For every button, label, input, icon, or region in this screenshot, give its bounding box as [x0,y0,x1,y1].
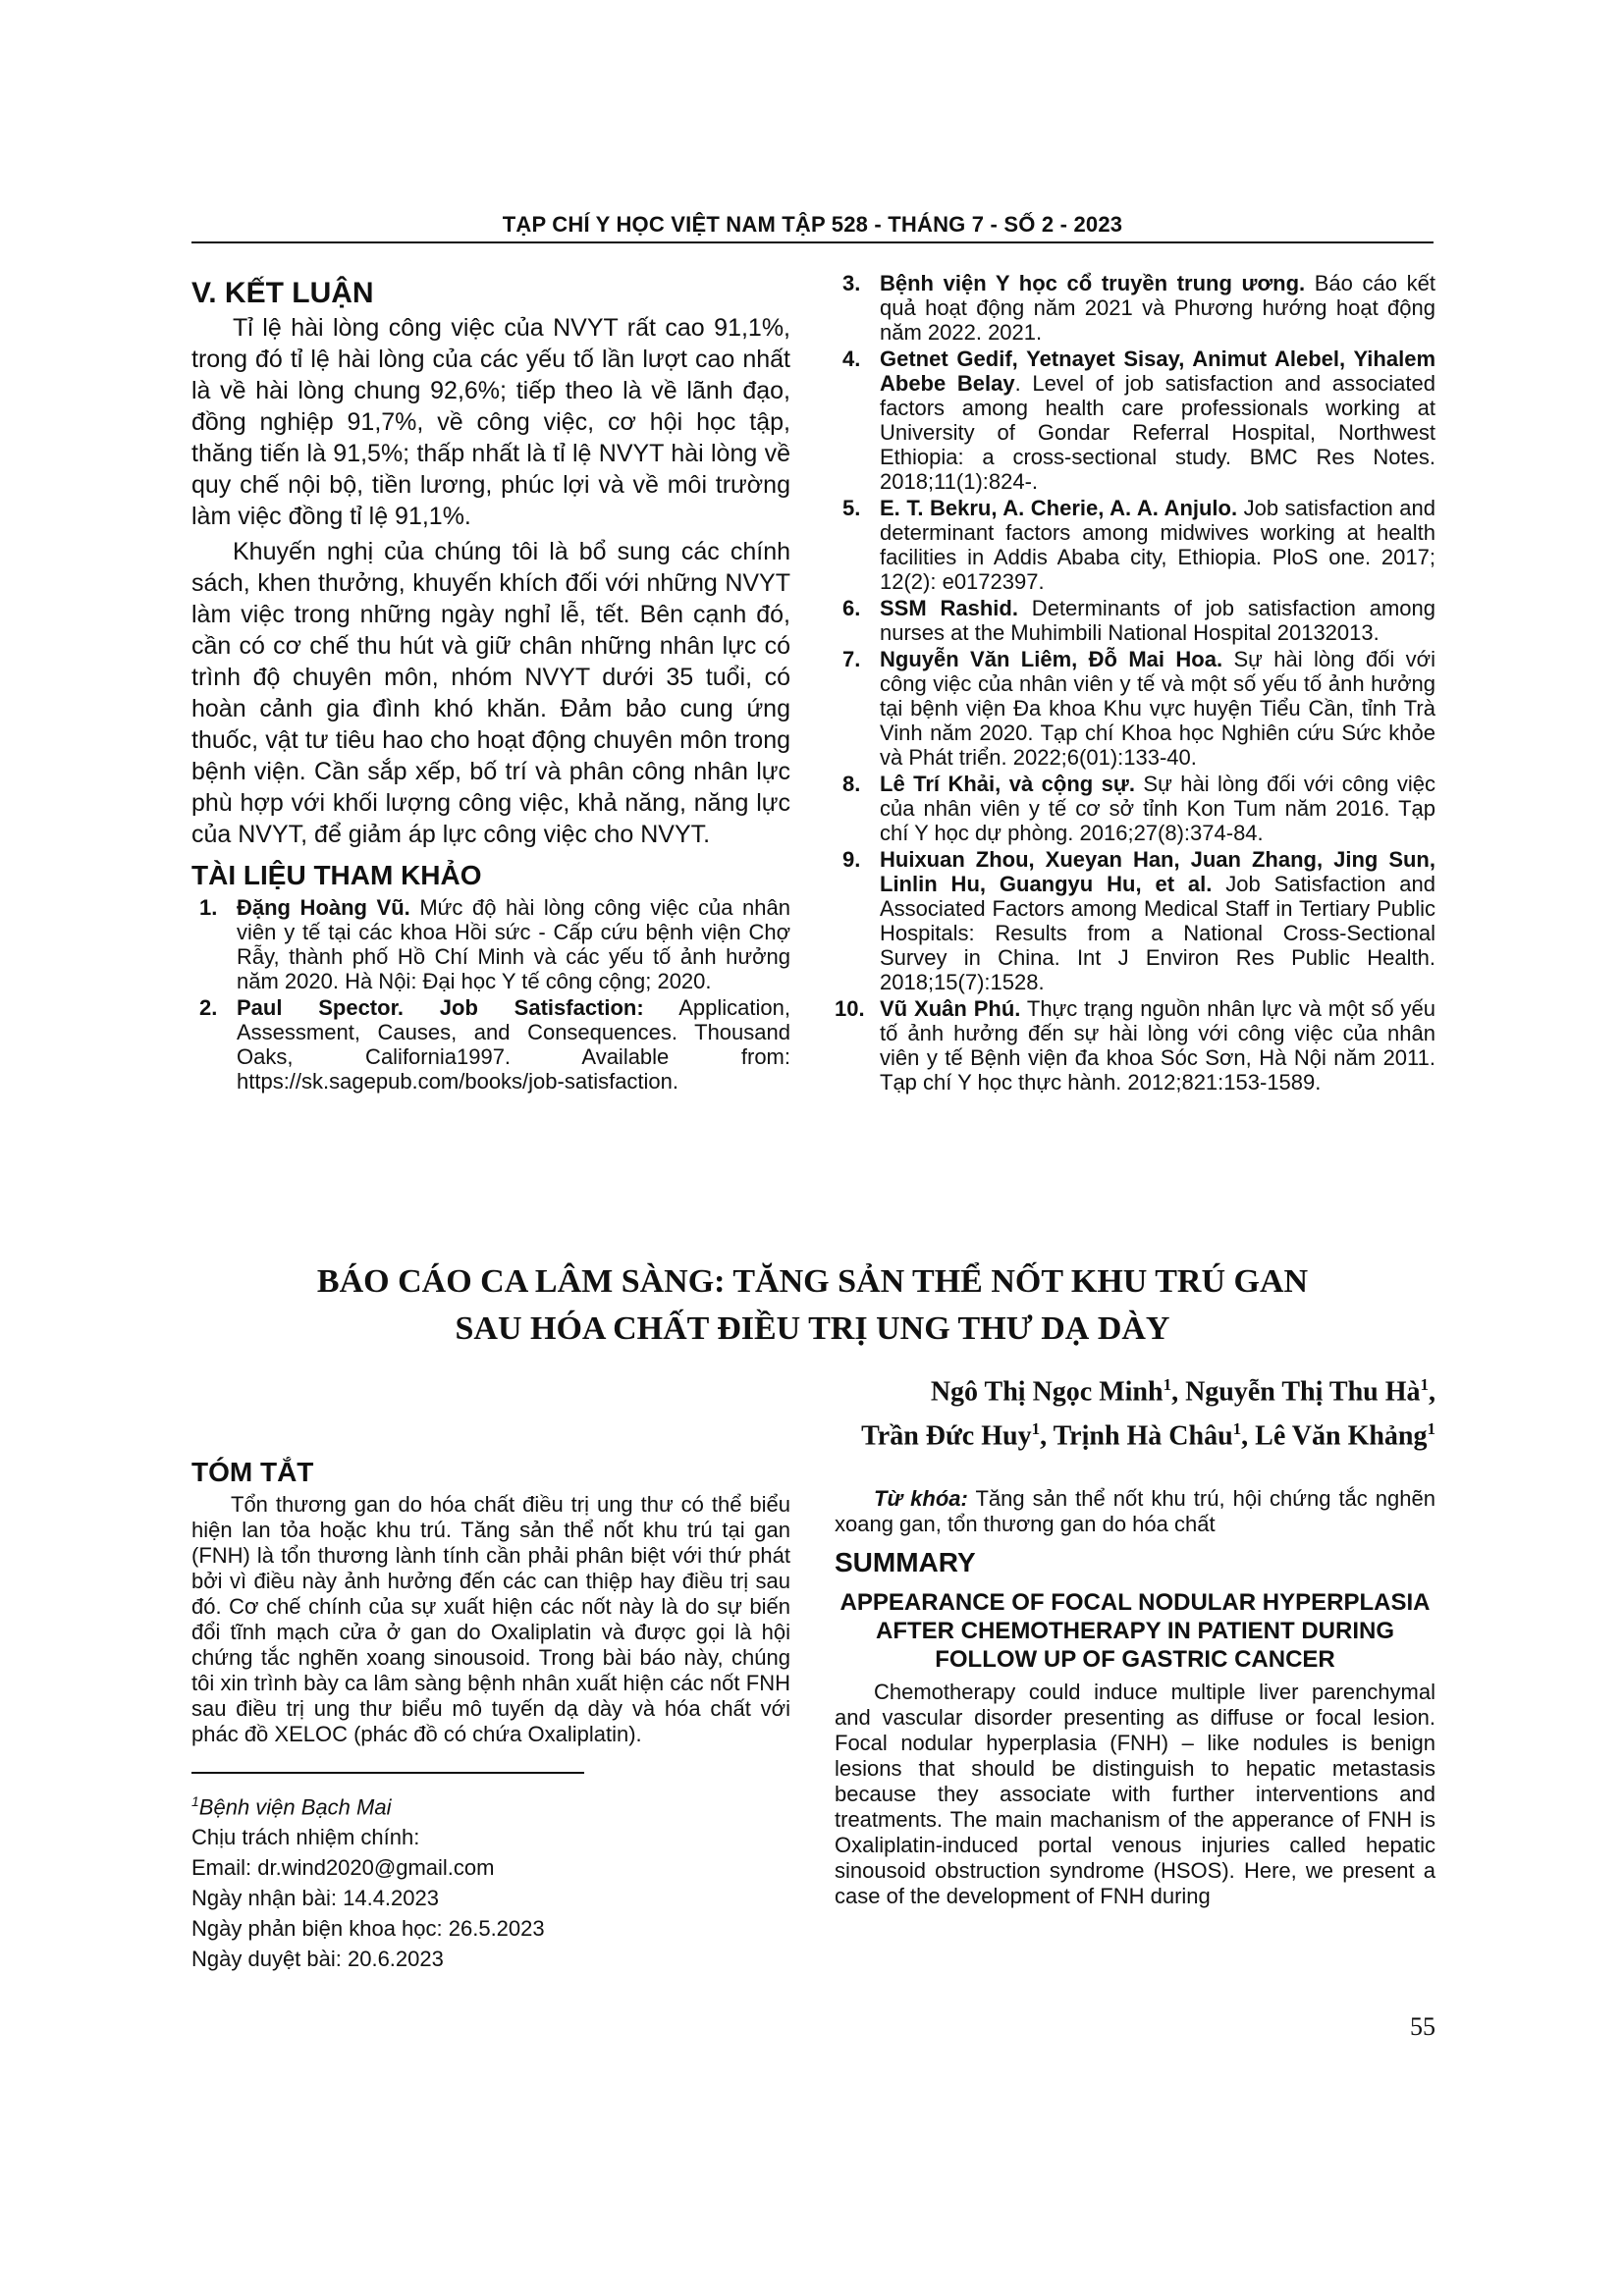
reference-author: E. T. Bekru, A. Cherie, A. A. Anjulo. [880,496,1238,520]
reference-text: Sự hài lòng đối với công việc của nhân viên y tế cơ sở tỉnh Kon Tum năm 2016. Tạp chí Y học dự phòng. 2016;27(8):374-84. [880,772,1435,845]
author-separator: , [1040,1420,1054,1452]
author-affiliation-mark: 1 [1232,1419,1242,1439]
footnote-received: Ngày nhận bài: 14.4.2023 [191,1886,439,1911]
author-affiliation-mark: 1 [1163,1375,1172,1394]
summary-column [835,1453,1435,1909]
reference-number: 2. [199,995,218,1020]
footnote-accepted: Ngày duyệt bài: 20.6.2023 [191,1947,444,1972]
reference-text: Determinants of job satisfaction among nurses at the Muhimbili National Hospital 20132013. [880,596,1435,645]
reference-text: Job Satisfaction and Associated Factors among Medical Staff in Tertiary Public Hospitals: Results from a National Cross-Sectional Survey in China. Int J Environ Res Public Health. 2018;15(7):1528. [880,872,1435,994]
reference-number: 6. [842,596,861,620]
reference-number: 9. [842,847,861,872]
abstract-vi-text: Tổn thương gan do hóa chất điều trị ung thư có thể biểu hiện lan tỏa hoặc khu trú. Tăng sản thể nốt khu trú tại gan (FNH) là tổn thương lành tính cần phải phân biệt với thứ phát bởi vì điều này ảnh hưởng đến các can thiệp hay điều trị sau đó. Cơ chế chính của sự xuất hiện các nốt này là do sự biến đổi tĩnh mạch cửa ở gan do Oxaliplatin và được gọi là hội chứng tắc nghẽn xoang sinousoid. Trong bài báo này, chúng tôi xin trình bày ca lâm sàng bệnh nhân xuất hiện các nốt FNH sau điều trị ung thư biểu mô tuyến dạ dày và hóa chất với phác đồ XELOC (phác đồ có chứa Oxaliplatin). [191,1492,790,1746]
reference-item-7 [835,647,1435,770]
keywords-label: Từ khóa: [874,1486,968,1511]
footnote-responsible: Chịu trách nhiệm chính: [191,1825,420,1850]
reference-number: 3. [842,271,861,295]
authors-line-2 [552,1411,1435,1455]
header-rule [191,241,1434,243]
reference-author: Vũ Xuân Phú. [880,996,1021,1021]
reference-item-5 [835,496,1435,594]
running-header: TẠP CHÍ Y HỌC VIỆT NAM TẬP 528 - THÁNG 7 - SỐ 2 - 2023 [502,212,1123,237]
references-heading: TÀI LIỆU THAM KHẢO [191,860,482,890]
footnote-affiliation [191,1787,790,1822]
abstract-vi-heading: TÓM TẮT [191,1457,314,1487]
reference-item-6 [835,596,1435,645]
reference-item-2 [191,995,790,1094]
article-title-line-1: BÁO CÁO CA LÂM SÀNG: TĂNG SẢN THỂ NỐT KHU TRÚ GAN [316,1263,1309,1300]
summary-title: APPEARANCE OF FOCAL NODULAR HYPERPLASIA AFTER CHEMOTHERAPY IN PATIENT DURING FOLLOW UP OF GASTRIC CANCER [839,1589,1431,1673]
author-name: Nguyễn Thị Thu Hà [1185,1376,1421,1408]
right-column-top [835,271,1435,1096]
left-column-top [191,277,790,1095]
reference-author: Bệnh viện Y học cổ truyền trung ương. [880,271,1306,295]
reference-item-10 [835,996,1435,1095]
footnotes [191,1787,790,1974]
author-name: Lê Văn Khảng [1255,1420,1428,1452]
reference-author: Đặng Hoàng Vũ. [237,895,410,920]
summary-text: Chemotherapy could induce multiple liver parenchymal and vascular disorder presenting as diffuse or focal lesion. Focal nodular hyperplasia (FNH) – like nodules is benign lesions that should be distinguish to hepatic metastasis because they associate with further interventions and treatments. The main machanism of the apperance of FNH is Oxaliplatin-induced portal venous injuries called hepatic sinousoid obstruction syndrome (HSOS). Here, we present a case of the development of FNH during [835,1680,1435,1908]
author-name: Trịnh Hà Châu [1053,1420,1233,1452]
reference-author: Paul Spector. Job Satisfaction: [237,995,644,1020]
reference-number: 7. [842,647,861,671]
author-affiliation-mark: 1 [1031,1419,1041,1439]
footnote-reviewed: Ngày phản biện khoa học: 26.5.2023 [191,1916,545,1942]
author-separator: , [1429,1376,1435,1408]
reference-item-1 [191,895,790,993]
reference-author: Lê Trí Khải, và cộng sự. [880,772,1135,796]
affiliation-mark: 1 [191,1793,199,1809]
author-separator: , [1241,1420,1256,1452]
reference-text: Sự hài lòng đối với công việc của nhân viên y tế và một số yếu tố ảnh hưởng tại bệnh viện Đa khoa Khu vực huyện Tiểu Cần, tỉnh Trà Vinh năm 2020. Tạp chí Khoa học Nghiên cứu Sức khỏe và Phát triển. 2022;6(01):133-40. [880,647,1435,770]
reference-item-9 [835,847,1435,994]
authors-line-1 [552,1366,1435,1411]
footnote-email: Email: dr.wind2020@gmail.com [191,1855,495,1881]
author-affiliation-mark: 1 [1420,1375,1429,1394]
reference-text: . Level of job satisfaction and associated factors among health care professionals working at University of Gondar Referral Hospital, Northwest Ethiopia: a cross-sectional study. BMC Res Notes. 2018;11(1):824-. [880,371,1435,494]
footnote-rule [191,1772,584,1774]
conclusion-paragraph-1: Tỉ lệ hài lòng công việc của NVYT rất cao 91,1%, trong đó tỉ lệ hài lòng của các yếu tố lần lượt cao nhất là về hài lòng chung 92,6%; tiếp theo là về lãnh đạo, đồng nghiệp 91,7%, về công việc, cơ hội học tập, thăng tiến là 91,5%; thấp nhất là tỉ lệ NVYT hài lòng về quy chế nội bộ, tiền lương, phúc lợi và về môi trường làm việc đồng tỉ lệ 91,1%. [191,314,790,530]
reference-author: SSM Rashid. [880,596,1018,620]
abstract-vi [191,1457,790,1747]
affiliation-name: Bệnh viện Bạch Mai [198,1794,392,1820]
summary-heading: SUMMARY [835,1547,976,1577]
reference-text: Mức độ hài lòng công việc của nhân viên y tế tại các khoa Hồi sức - Cấp cứu bệnh viện Chợ Rẫy, thành phố Hồ Chí Minh và các yếu tố ảnh hưởng năm 2020. Hà Nội: Đại học Y tế công cộng; 2020. [237,895,791,993]
article-title-line-2: SAU HÓA CHẤT ĐIỀU TRỊ UNG THƯ DẠ DÀY [455,1310,1170,1347]
reference-number: 1. [199,895,218,920]
author-name: Ngô Thị Ngọc Minh [930,1376,1164,1408]
conclusion-paragraph-2: Khuyến nghị của chúng tôi là bổ sung các chính sách, khen thưởng, khuyến khích đối với những NVYT làm việc trong những ngày nghỉ lễ, tết. Bên cạnh đó, cần có cơ chế thu hút và giữ chân những nhân lực có trình độ chuyên môn, nhóm NVYT dưới 35 tuổi, có hoàn cảnh gia đình khó khăn. Đảm bảo cung ứng thuốc, vật tư tiêu hao cho hoạt động chuyên môn trong bệnh viện. Cần sắp xếp, bố trí và phân công nhân lực phù hợp với khối lượng công việc, khả năng, năng lực của NVYT, để giảm áp lực công việc cho NVYT. [191,538,790,848]
reference-author: Getnet Gedif, Yetnayet Sisay, Animut Alebel, Yihalem Abebe Belay [880,347,1435,396]
reference-text: Application, Assessment, Causes, and Consequences. Thousand Oaks, California1997. Available from: https://sk.sagepub.com/books/job-satisfaction. [237,995,790,1094]
reference-text: Báo cáo kết quả hoạt động năm 2021 và Phương hướng hoạt động năm 2022. 2021. [880,271,1435,345]
reference-number: 10. [835,996,865,1021]
reference-author: Huixuan Zhou, Xueyan Han, Juan Zhang, Jing Sun, Linlin Hu, Guangyu Hu, et al. [880,847,1435,896]
reference-item-4 [835,347,1435,494]
keywords-line [835,1486,1435,1537]
page-number: 55 [1410,2012,1435,2041]
article-authors [552,1366,1435,1456]
conclusion-heading: V. KẾT LUẬN [191,277,374,309]
reference-number: 4. [842,347,861,371]
reference-author: Nguyễn Văn Liêm, Đỗ Mai Hoa. [880,647,1223,671]
keywords-text: Tăng sản thể nốt khu trú, hội chứng tắc nghẽn xoang gan, tổn thương gan do hóa chất [835,1486,1435,1536]
author-affiliation-mark: 1 [1427,1419,1435,1439]
reference-number: 8. [842,772,861,796]
reference-item-3 [835,271,1435,345]
article-title [191,1258,1434,1353]
reference-item-8 [835,772,1435,845]
reference-number: 5. [842,496,861,520]
author-separator: , [1171,1376,1186,1408]
reference-text: Job satisfaction and determinant factors among midwives working at health facilities in Addis Ababa city, Ethiopia. PloS one. 2017; 12(2): e0172397. [880,496,1435,594]
author-name: Trần Đức Huy [861,1420,1032,1452]
reference-text: Thực trạng nguồn nhân lực và một số yếu tố ảnh hưởng đến sự hài lòng với công việc của nhân viên y tế Bệnh viện đa khoa Sóc Sơn, Hà Nội năm 2011. Tạp chí Y học thực hành. 2012;821:153-1589. [880,996,1435,1095]
